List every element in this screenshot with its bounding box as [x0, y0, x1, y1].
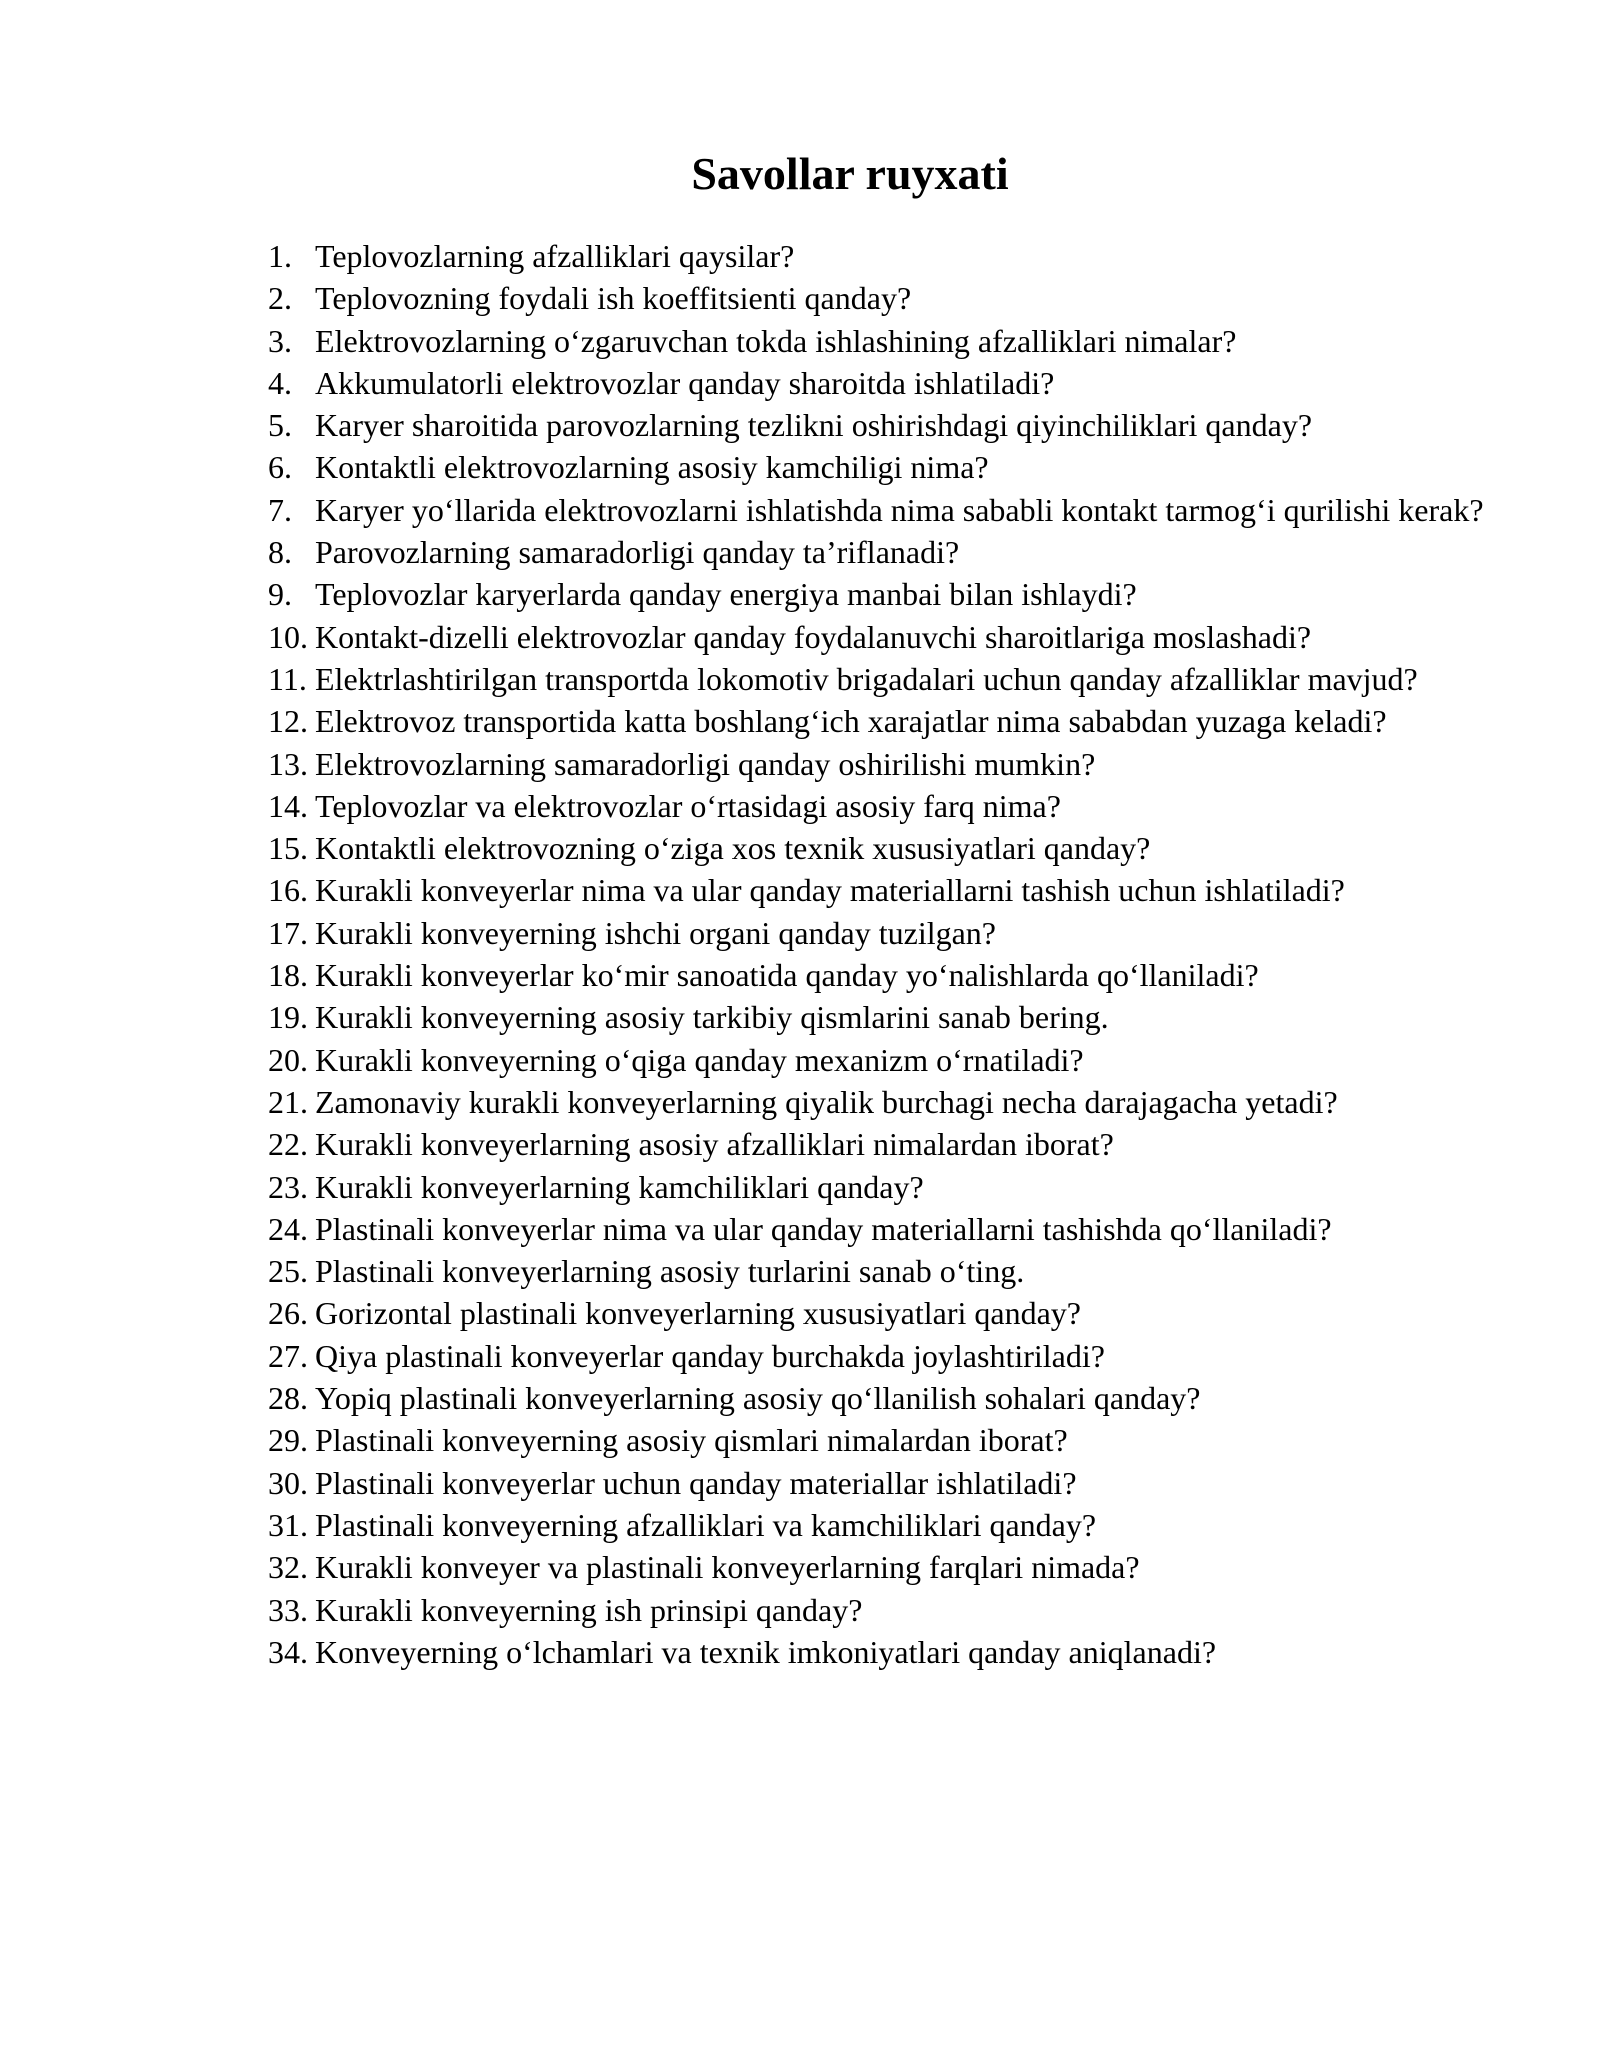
question-text: Plastinali konveyerlar nima va ular qanday materiallarni tashishda qo‘llaniladi?	[315, 1210, 1332, 1247]
question-text: Kurakli konveyerlar nima va ular qanday materiallarni tashish uchun ishlatiladi?	[315, 872, 1345, 909]
item-number: 32.	[268, 1549, 308, 1586]
item-number: 16.	[268, 872, 308, 909]
question-text: Plastinali konveyerlar uchun qanday materiallar ishlatiladi?	[315, 1464, 1077, 1501]
list-item	[268, 1123, 1508, 1165]
item-number: 19.	[268, 999, 308, 1036]
list-item	[268, 1419, 1508, 1461]
item-number: 31.	[268, 1506, 308, 1543]
question-text: Gorizontal plastinali konveyerlarning xususiyatlari qanday?	[315, 1295, 1081, 1332]
question-text: Kontaktli elektrovozning o‘ziga xos texnik xususiyatlari qanday?	[315, 830, 1151, 867]
item-number: 5.	[268, 407, 292, 444]
item-number: 7.	[268, 491, 292, 528]
item-number: 26.	[268, 1295, 308, 1332]
question-list	[268, 235, 1508, 1673]
question-text: Akkumulatorli elektrovozlar qanday sharoitda ishlatiladi?	[315, 364, 1055, 401]
list-item	[268, 912, 1508, 954]
list-item	[268, 1081, 1508, 1123]
question-text: Kurakli konveyer va plastinali konveyerlarning farqlari nimada?	[315, 1549, 1140, 1586]
item-number: 33.	[268, 1591, 308, 1628]
item-number: 12.	[268, 703, 308, 740]
page-title: Savollar ruyxati	[691, 148, 1009, 199]
question-text: Kontakt-dizelli elektrovozlar qanday foydalanuvchi sharoitlariga moslashadi?	[315, 618, 1312, 655]
list-item	[268, 489, 1508, 531]
item-number: 14.	[268, 787, 308, 824]
question-text: Teplovozlar va elektrovozlar o‘rtasidagi asosiy farq nima?	[315, 787, 1061, 824]
list-item	[268, 1631, 1508, 1673]
question-text: Plastinali konveyerning asosiy qismlari nimalardan iborat?	[315, 1422, 1068, 1459]
question-text: Parovozlarning samaradorligi qanday ta’riflanadi?	[315, 534, 960, 571]
list-item	[268, 1292, 1508, 1334]
list-item	[268, 996, 1508, 1038]
question-text: Kurakli konveyerning o‘qiga qanday mexanizm o‘rnatiladi?	[315, 1041, 1084, 1078]
item-number: 24.	[268, 1210, 308, 1247]
list-item	[268, 235, 1508, 277]
list-item	[268, 1546, 1508, 1588]
question-text: Karyer yo‘llarida elektrovozlarni ishlatishda nima sababli kontakt tarmog‘i qurilishi kerak?	[315, 491, 1484, 528]
list-item	[268, 362, 1508, 404]
item-number: 34.	[268, 1633, 308, 1670]
question-text: Elektrovozlarning o‘zgaruvchan tokda ishlashining afzalliklari nimalar?	[315, 322, 1237, 359]
list-item	[268, 1462, 1508, 1504]
list-item	[268, 700, 1508, 742]
item-number: 10.	[268, 618, 308, 655]
question-text: Plastinali konveyerlarning asosiy turlarini sanab o‘ting.	[315, 1253, 1025, 1290]
item-number: 20.	[268, 1041, 308, 1078]
item-number: 22.	[268, 1126, 308, 1163]
item-number: 8.	[268, 534, 292, 571]
item-number: 13.	[268, 745, 308, 782]
item-number: 28.	[268, 1380, 308, 1417]
list-item	[268, 446, 1508, 488]
question-text: Kurakli konveyerlarning kamchiliklari qanday?	[315, 1168, 924, 1205]
item-number: 6.	[268, 449, 292, 486]
item-number: 29.	[268, 1422, 308, 1459]
list-item	[268, 869, 1508, 911]
list-item	[268, 954, 1508, 996]
list-item	[268, 573, 1508, 615]
item-number: 17.	[268, 914, 308, 951]
list-item	[268, 785, 1508, 827]
item-number: 9.	[268, 576, 292, 613]
question-text: Qiya plastinali konveyerlar qanday burchakda joylashtiriladi?	[315, 1337, 1105, 1374]
question-text: Kurakli konveyerning ishchi organi qanday tuzilgan?	[315, 914, 996, 951]
question-text: Kurakli konveyerning asosiy tarkibiy qismlarini sanab bering.	[315, 999, 1109, 1036]
list-item	[268, 320, 1508, 362]
question-text: Teplovozlar karyerlarda qanday energiya manbai bilan ishlaydi?	[315, 576, 1137, 613]
question-text: Plastinali konveyerning afzalliklari va kamchiliklari qanday?	[315, 1506, 1097, 1543]
question-text: Konveyerning o‘lchamlari va texnik imkoniyatlari qanday aniqlanadi?	[315, 1633, 1217, 1670]
item-number: 27.	[268, 1337, 308, 1374]
list-item	[268, 1589, 1508, 1631]
question-text: Karyer sharoitida parovozlarning tezlikni oshirishdagi qiyinchiliklari qanday?	[315, 407, 1313, 444]
question-text: Teplovozning foydali ish koeffitsienti qanday?	[315, 280, 912, 317]
item-number: 18.	[268, 957, 308, 994]
item-number: 3.	[268, 322, 292, 359]
question-text: Teplovozlarning afzalliklari qaysilar?	[315, 238, 795, 274]
list-item	[268, 827, 1508, 869]
list-item	[268, 1377, 1508, 1419]
list-item	[268, 1335, 1508, 1377]
list-item	[268, 658, 1508, 700]
item-number: 23.	[268, 1168, 308, 1205]
item-number: 2.	[268, 280, 292, 317]
item-number: 21.	[268, 1083, 308, 1120]
question-text: Elektrlashtirilgan transportda lokomotiv brigadalari uchun qanday afzalliklar mavjud?	[315, 660, 1418, 697]
item-number: 25.	[268, 1253, 308, 1290]
list-item	[268, 1039, 1508, 1081]
question-text: Zamonaviy kurakli konveyerlarning qiyalik burchagi necha darajagacha yetadi?	[315, 1083, 1338, 1120]
question-text: Elektrovoz transportida katta boshlang‘ich xarajatlar nima sababdan yuzaga keladi?	[315, 703, 1387, 740]
question-text: Kurakli konveyerlar ko‘mir sanoatida qanday yo‘nalishlarda qo‘llaniladi?	[315, 957, 1259, 994]
list-item	[268, 277, 1508, 319]
item-number: 15.	[268, 830, 308, 867]
question-text: Kurakli konveyerning ish prinsipi qanday?	[315, 1591, 863, 1628]
list-item	[268, 1250, 1508, 1292]
list-item	[268, 1166, 1508, 1208]
item-number: 30.	[268, 1464, 308, 1501]
item-number: 11.	[268, 660, 307, 697]
question-text: Kurakli konveyerlarning asosiy afzalliklari nimalardan iborat?	[315, 1126, 1114, 1163]
question-text: Elektrovozlarning samaradorligi qanday oshirilishi mumkin?	[315, 745, 1096, 782]
item-number: 1.	[268, 238, 292, 274]
question-text: Yopiq plastinali konveyerlarning asosiy qo‘llanilish sohalari qanday?	[315, 1380, 1201, 1417]
list-item	[268, 1504, 1508, 1546]
question-text: Kontaktli elektrovozlarning asosiy kamchiligi nima?	[315, 449, 989, 486]
item-number: 4.	[268, 364, 292, 401]
list-item	[268, 404, 1508, 446]
list-item	[268, 531, 1508, 573]
list-item	[268, 616, 1508, 658]
list-item	[268, 743, 1508, 785]
list-item	[268, 1208, 1508, 1250]
